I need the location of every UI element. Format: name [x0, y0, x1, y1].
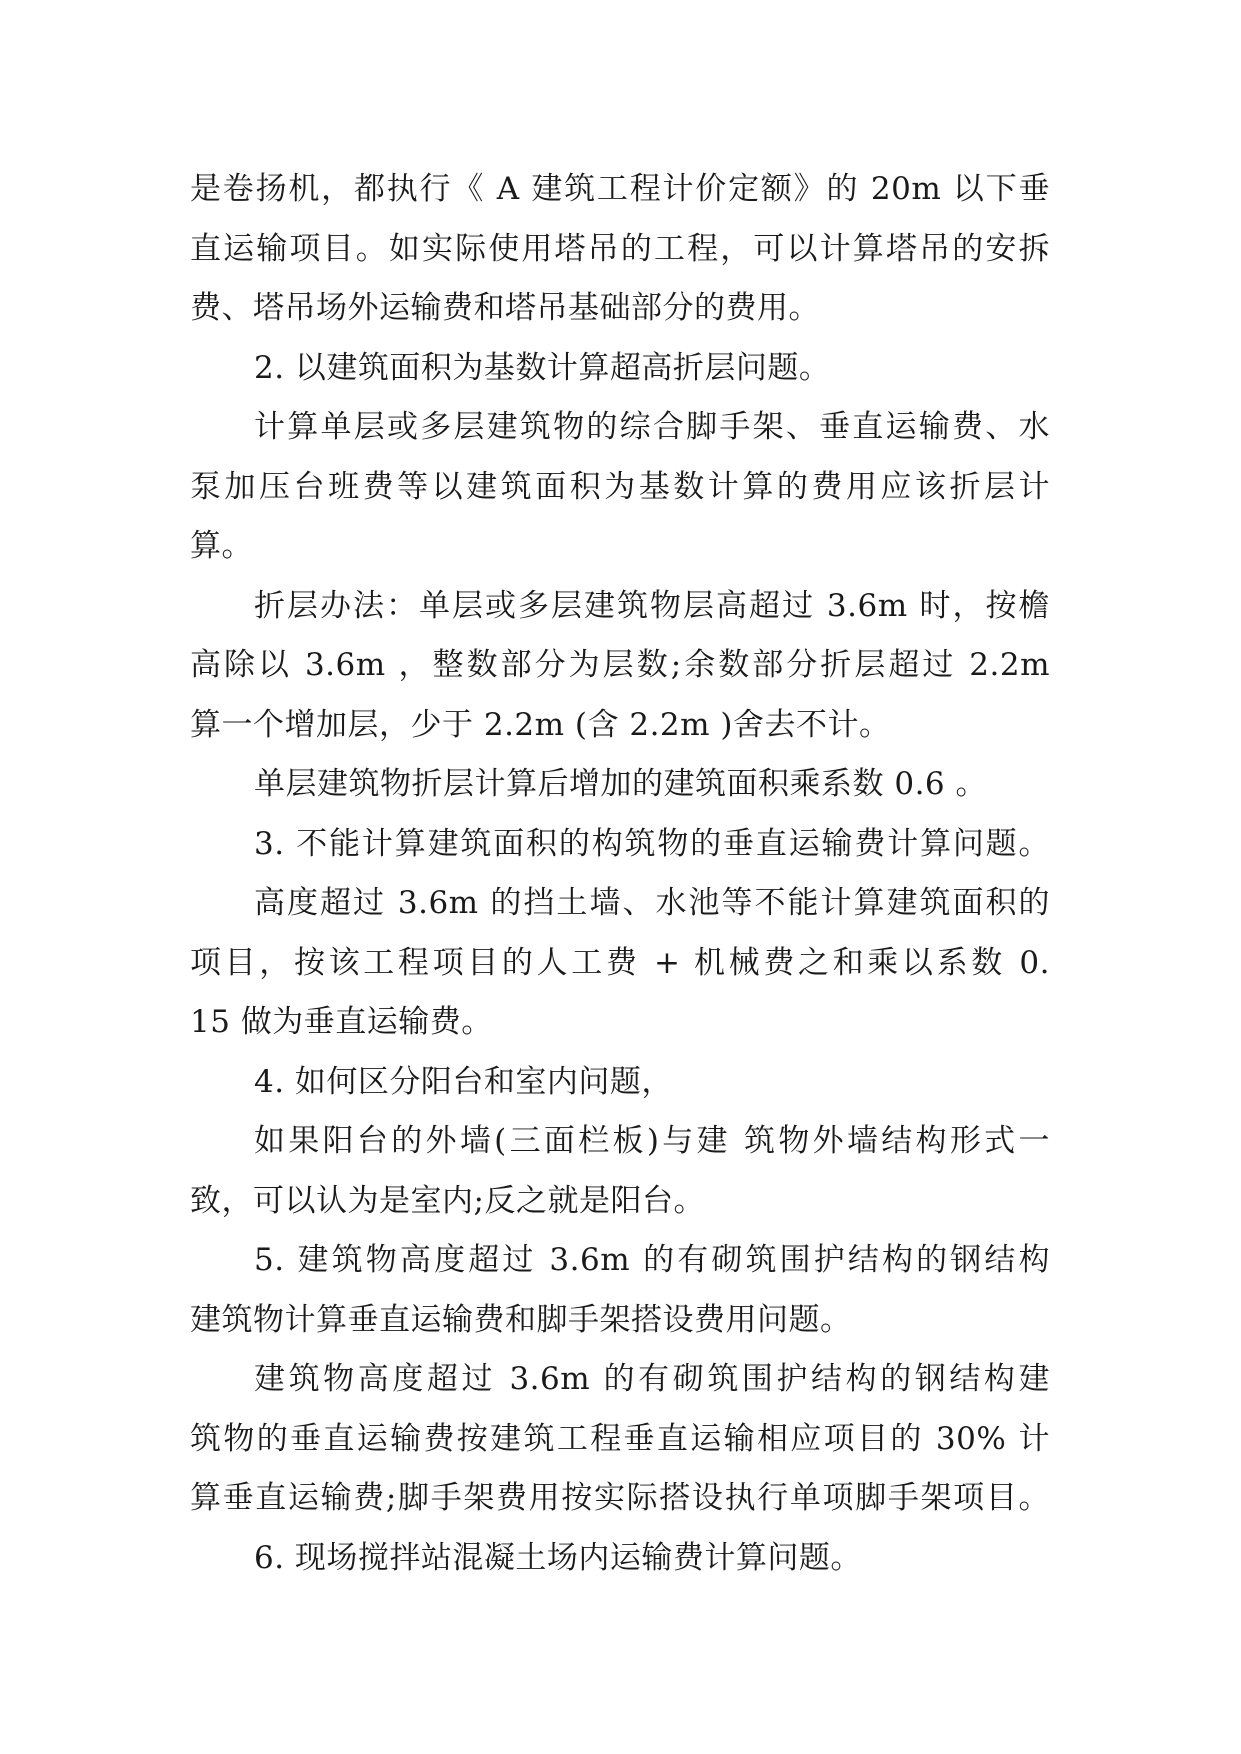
- text-line: 算垂直运输费;脚手架费用按实际搭设执行单项脚手架项目。: [190, 1480, 1050, 1516]
- section-heading-6: 6. 现场搅拌站混凝土场内运输费计算问题。: [254, 1539, 862, 1576]
- section-heading-2: 2. 以建筑面积为基数计算超高折层问题。: [254, 349, 831, 386]
- text-line: 计算单层或多层建筑物的综合脚手架、垂直运输费、水: [254, 409, 1050, 445]
- text-line: 如果阳台的外墙(三面栏板)与建 筑物外墙结构形式一: [254, 1123, 1050, 1159]
- text-line: 建筑物计算垂直运输费和脚手架搭设费用问题。: [190, 1301, 852, 1338]
- text-line: 项目，按该工程项目的人工费 + 机械费之和乘以系数 0.: [190, 944, 1050, 981]
- text-line: 直运输项目。如实际使用塔吊的工程，可以计算塔吊的安拆: [190, 230, 1050, 267]
- text-line: 泵加压台班费等以建筑面积为基数计算的费用应该折层计: [190, 468, 1050, 505]
- text-line: 折层办法：单层或多层建筑物层高超过 3.6m 时，按檐: [254, 587, 1050, 624]
- section-heading-5: 5. 建筑物高度超过 3.6m 的有砌筑围护结构的钢结构: [254, 1242, 1050, 1278]
- text-line: 算一个增加层，少于 2.2m (含 2.2m )舍去不计。: [190, 706, 891, 743]
- text-line: 是卷扬机，都执行《 A 建筑工程计价定额》的 20m 以下垂: [190, 171, 1050, 207]
- text-line: 致，可以认为是室内;反之就是阳台。: [190, 1182, 705, 1219]
- text-line: 费、塔吊场外运输费和塔吊基础部分的费用。: [190, 290, 820, 326]
- document-body: [190, 160, 1050, 1588]
- text-line: 建筑物高度超过 3.6m 的有砌筑围护结构的钢结构建: [254, 1361, 1050, 1397]
- text-line: 单层建筑物折层计算后增加的建筑面积乘系数 0.6 。: [254, 766, 988, 802]
- text-line: 15 做为垂直运输费。: [190, 1004, 493, 1040]
- text-line: 高除以 3.6m ，整数部分为层数;余数部分折层超过 2.2m: [190, 647, 1050, 683]
- section-heading-4: 4. 如何区分阳台和室内问题，: [254, 1063, 673, 1100]
- text-line: 高度超过 3.6m 的挡土墙、水池等不能计算建筑面积的: [254, 885, 1050, 921]
- text-line: 筑物的垂直运输费按建筑工程垂直运输相应项目的 30% 计: [190, 1420, 1050, 1457]
- text-line: 算。: [190, 528, 253, 564]
- section-heading-3: 3. 不能计算建筑面积的构筑物的垂直运输费计算问题。: [254, 825, 1050, 862]
